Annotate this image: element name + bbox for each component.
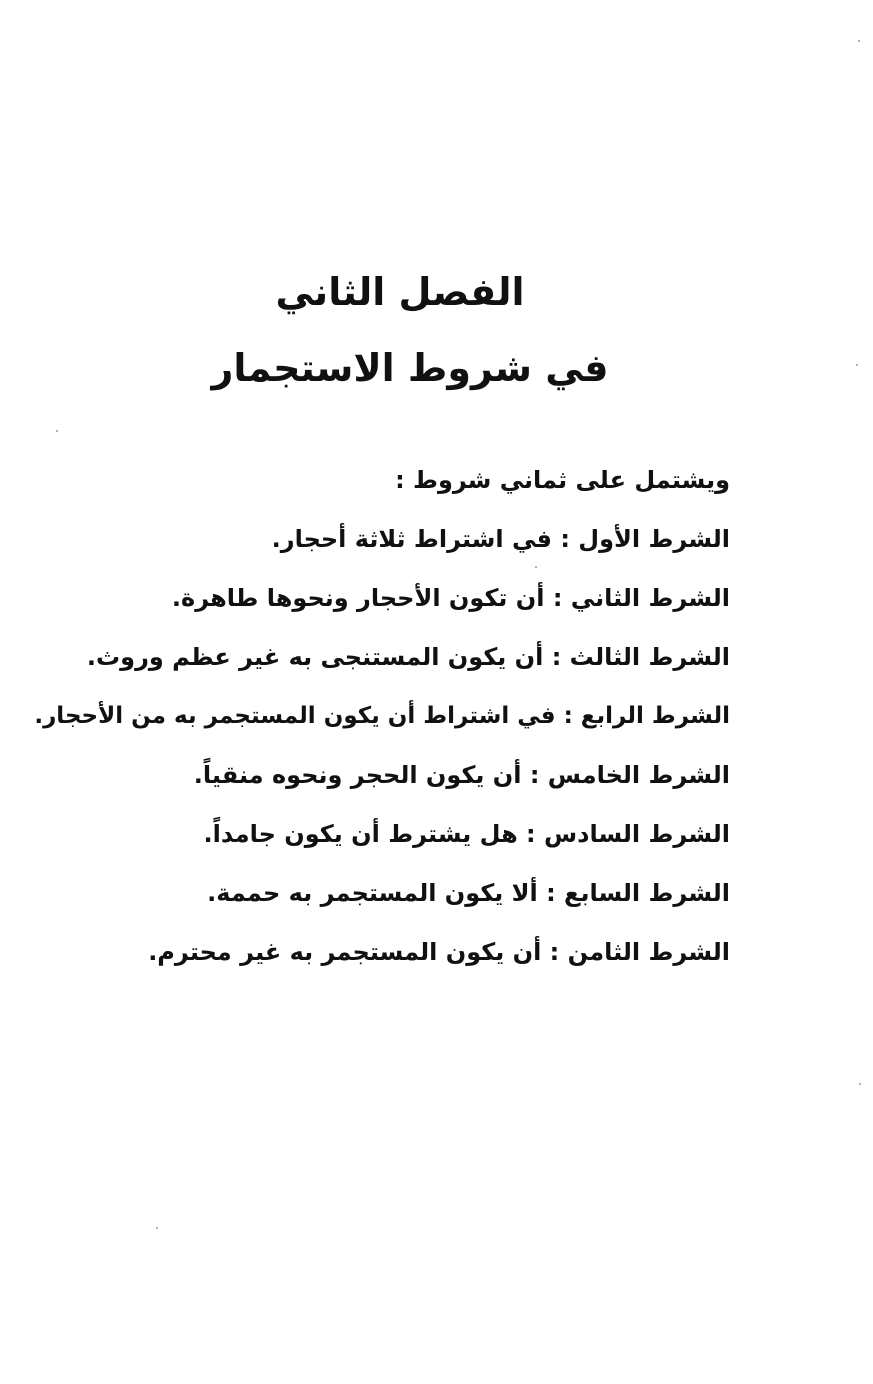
condition-7: الشرط السابع : ألا يكون المستجمر به حممة. [207,879,730,907]
scan-speck [859,1083,861,1085]
scan-speck [535,566,537,568]
condition-2: الشرط الثاني : أن تكون الأحجار ونحوها طاهرة. [171,584,730,612]
scan-speck [858,40,860,42]
chapter-subtitle: في شروط الاستجمار [211,346,609,390]
scan-speck [856,364,858,366]
scan-speck [156,1227,158,1229]
condition-3: الشرط الثالث : أن يكون المستنجى به غير عظم وروث. [86,643,730,671]
intro-line: ويشتمل على ثماني شروط : [395,466,730,494]
condition-6: الشرط السادس : هل يشترط أن يكون جامداً. [203,820,730,848]
chapter-title: الفصل الثاني [275,270,525,314]
condition-4: الشرط الرابع : في اشتراط أن يكون المستجمر به من الأحجار. [34,703,730,729]
condition-1: الشرط الأول : في اشتراط ثلاثة أحجار. [271,525,730,553]
conditions-list [34,455,730,986]
scan-speck [56,430,58,432]
condition-5: الشرط الخامس : أن يكون الحجر ونحوه منقياً. [193,761,730,789]
condition-8: الشرط الثامن : أن يكون المستجمر به غير محترم. [148,938,730,966]
